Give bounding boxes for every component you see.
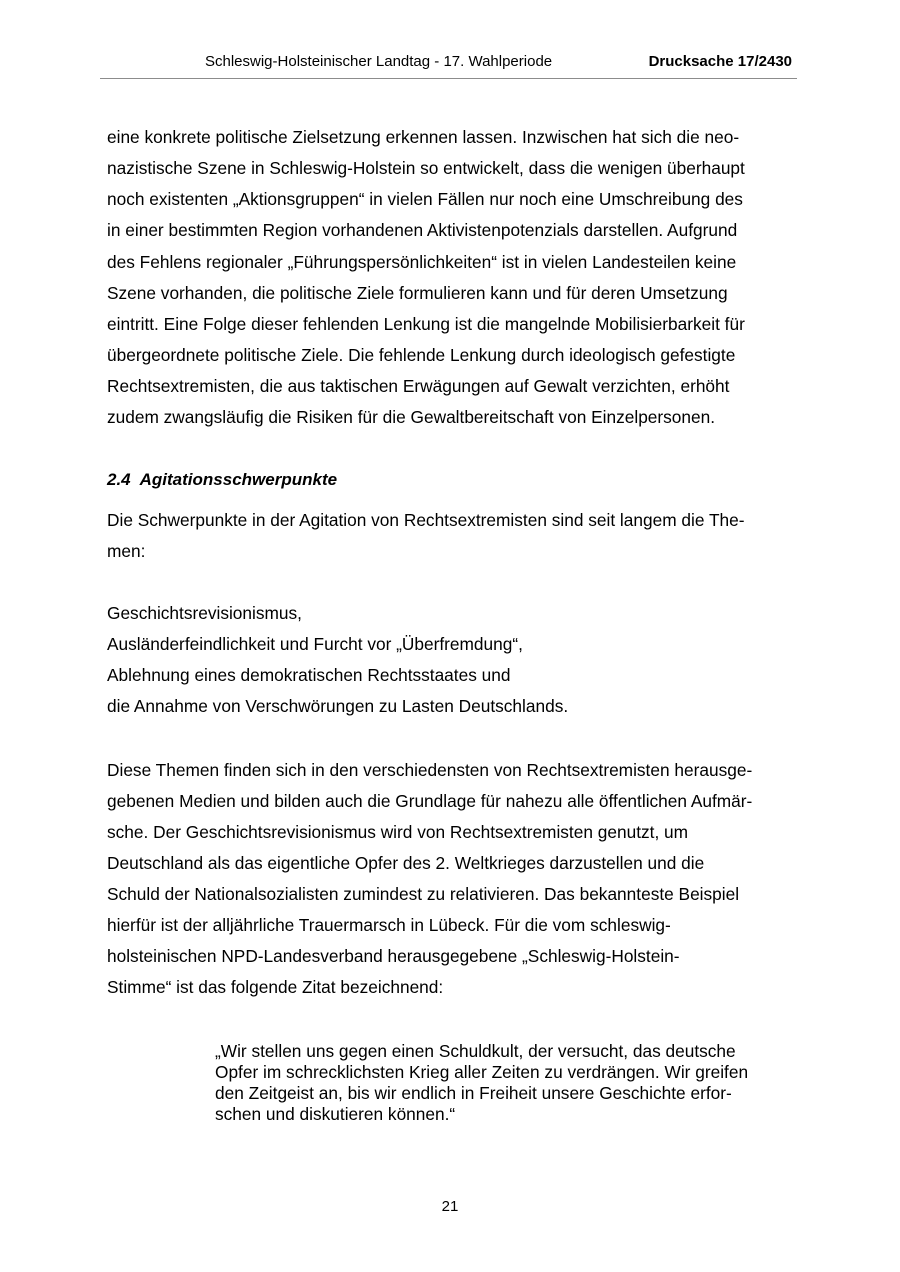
paragraph-line: eintritt. Eine Folge dieser fehlenden Lenkung ist die mangelnde Mobilisierbarkeit für	[107, 314, 745, 334]
paragraph-line: gebenen Medien und bilden auch die Grundlage für nahezu alle öffentlichen Aufmär-	[107, 791, 753, 811]
quote-line: schen und diskutieren können.“	[215, 1104, 456, 1124]
paragraph-line: Diese Themen finden sich in den verschiedensten von Rechtsextremisten herausge-	[107, 760, 753, 780]
paragraph-line: zudem zwangsläufig die Risiken für die Gewaltbereitschaft von Einzelpersonen.	[107, 407, 716, 427]
paragraph-line: sche. Der Geschichtsrevisionismus wird von Rechtsextremisten genutzt, um	[107, 822, 689, 842]
paragraph-line: holsteinischen NPD-Landesverband herausgegebene „Schleswig-Holstein-	[107, 946, 680, 966]
paragraph-line: Deutschland als das eigentliche Opfer des 2. Weltkrieges darzustellen und die	[107, 853, 705, 873]
paragraph-line: Stimme“ ist das folgende Zitat bezeichnend:	[107, 977, 444, 997]
paragraph-line: hierfür ist der alljährliche Trauermarsch in Lübeck. Für die vom schleswig-	[107, 915, 671, 935]
page-header	[100, 52, 797, 79]
paragraph-line: des Fehlens regionaler „Führungspersönlichkeiten“ ist in vielen Landesteilen keine	[107, 252, 737, 272]
quote-line: Opfer im schrecklichsten Krieg aller Zeiten zu verdrängen. Wir greifen	[215, 1062, 749, 1082]
paragraph-line: in einer bestimmten Region vorhandenen Aktivistenpotenzials darstellen. Aufgrund	[107, 220, 738, 240]
topic-item: Ablehnung eines demokratischen Rechtsstaates und	[107, 665, 511, 685]
paragraph-line: eine konkrete politische Zielsetzung erkennen lassen. Inzwischen hat sich die neo-	[107, 127, 740, 147]
paragraph-line: Schuld der Nationalsozialisten zumindest zu relativieren. Das bekannteste Beispiel	[107, 884, 740, 904]
section-number: 2.4	[107, 470, 131, 489]
paragraph-line: Rechtsextremisten, die aus taktischen Erwägungen auf Gewalt verzichten, erhöht	[107, 376, 730, 396]
header-doc-number: Drucksache 17/2430	[648, 53, 792, 70]
header-title: Schleswig-Holsteinischer Landtag - 17. Wahlperiode	[205, 53, 553, 70]
page-number: 21	[441, 1198, 459, 1215]
quote-line: „Wir stellen uns gegen einen Schuldkult, der versucht, das deutsche	[215, 1041, 736, 1061]
paragraph-line: übergeordnete politische Ziele. Die fehlende Lenkung durch ideologisch gefestigte	[107, 345, 736, 365]
paragraph-line: men:	[107, 541, 146, 561]
paragraph-line: Szene vorhanden, die politische Ziele formulieren kann und für deren Umsetzung	[107, 283, 728, 303]
section-heading	[107, 470, 337, 490]
topic-item: die Annahme von Verschwörungen zu Lasten Deutschlands.	[107, 696, 569, 716]
paragraph-line: Die Schwerpunkte in der Agitation von Rechtsextremisten sind seit langem die The-	[107, 510, 745, 530]
paragraph-line: nazistische Szene in Schleswig-Holstein so entwickelt, dass die wenigen überhaupt	[107, 158, 745, 178]
section-title: Agitationsschwerpunkte	[139, 470, 338, 489]
topic-item: Ausländerfeindlichkeit und Furcht vor „Überfremdung“,	[107, 634, 523, 654]
paragraph-line: noch existenten „Aktionsgruppen“ in vielen Fällen nur noch eine Umschreibung des	[107, 189, 743, 209]
topic-item: Geschichtsrevisionismus,	[107, 603, 302, 623]
quote-line: den Zeitgeist an, bis wir endlich in Freiheit unsere Geschichte erfor-	[215, 1083, 732, 1103]
